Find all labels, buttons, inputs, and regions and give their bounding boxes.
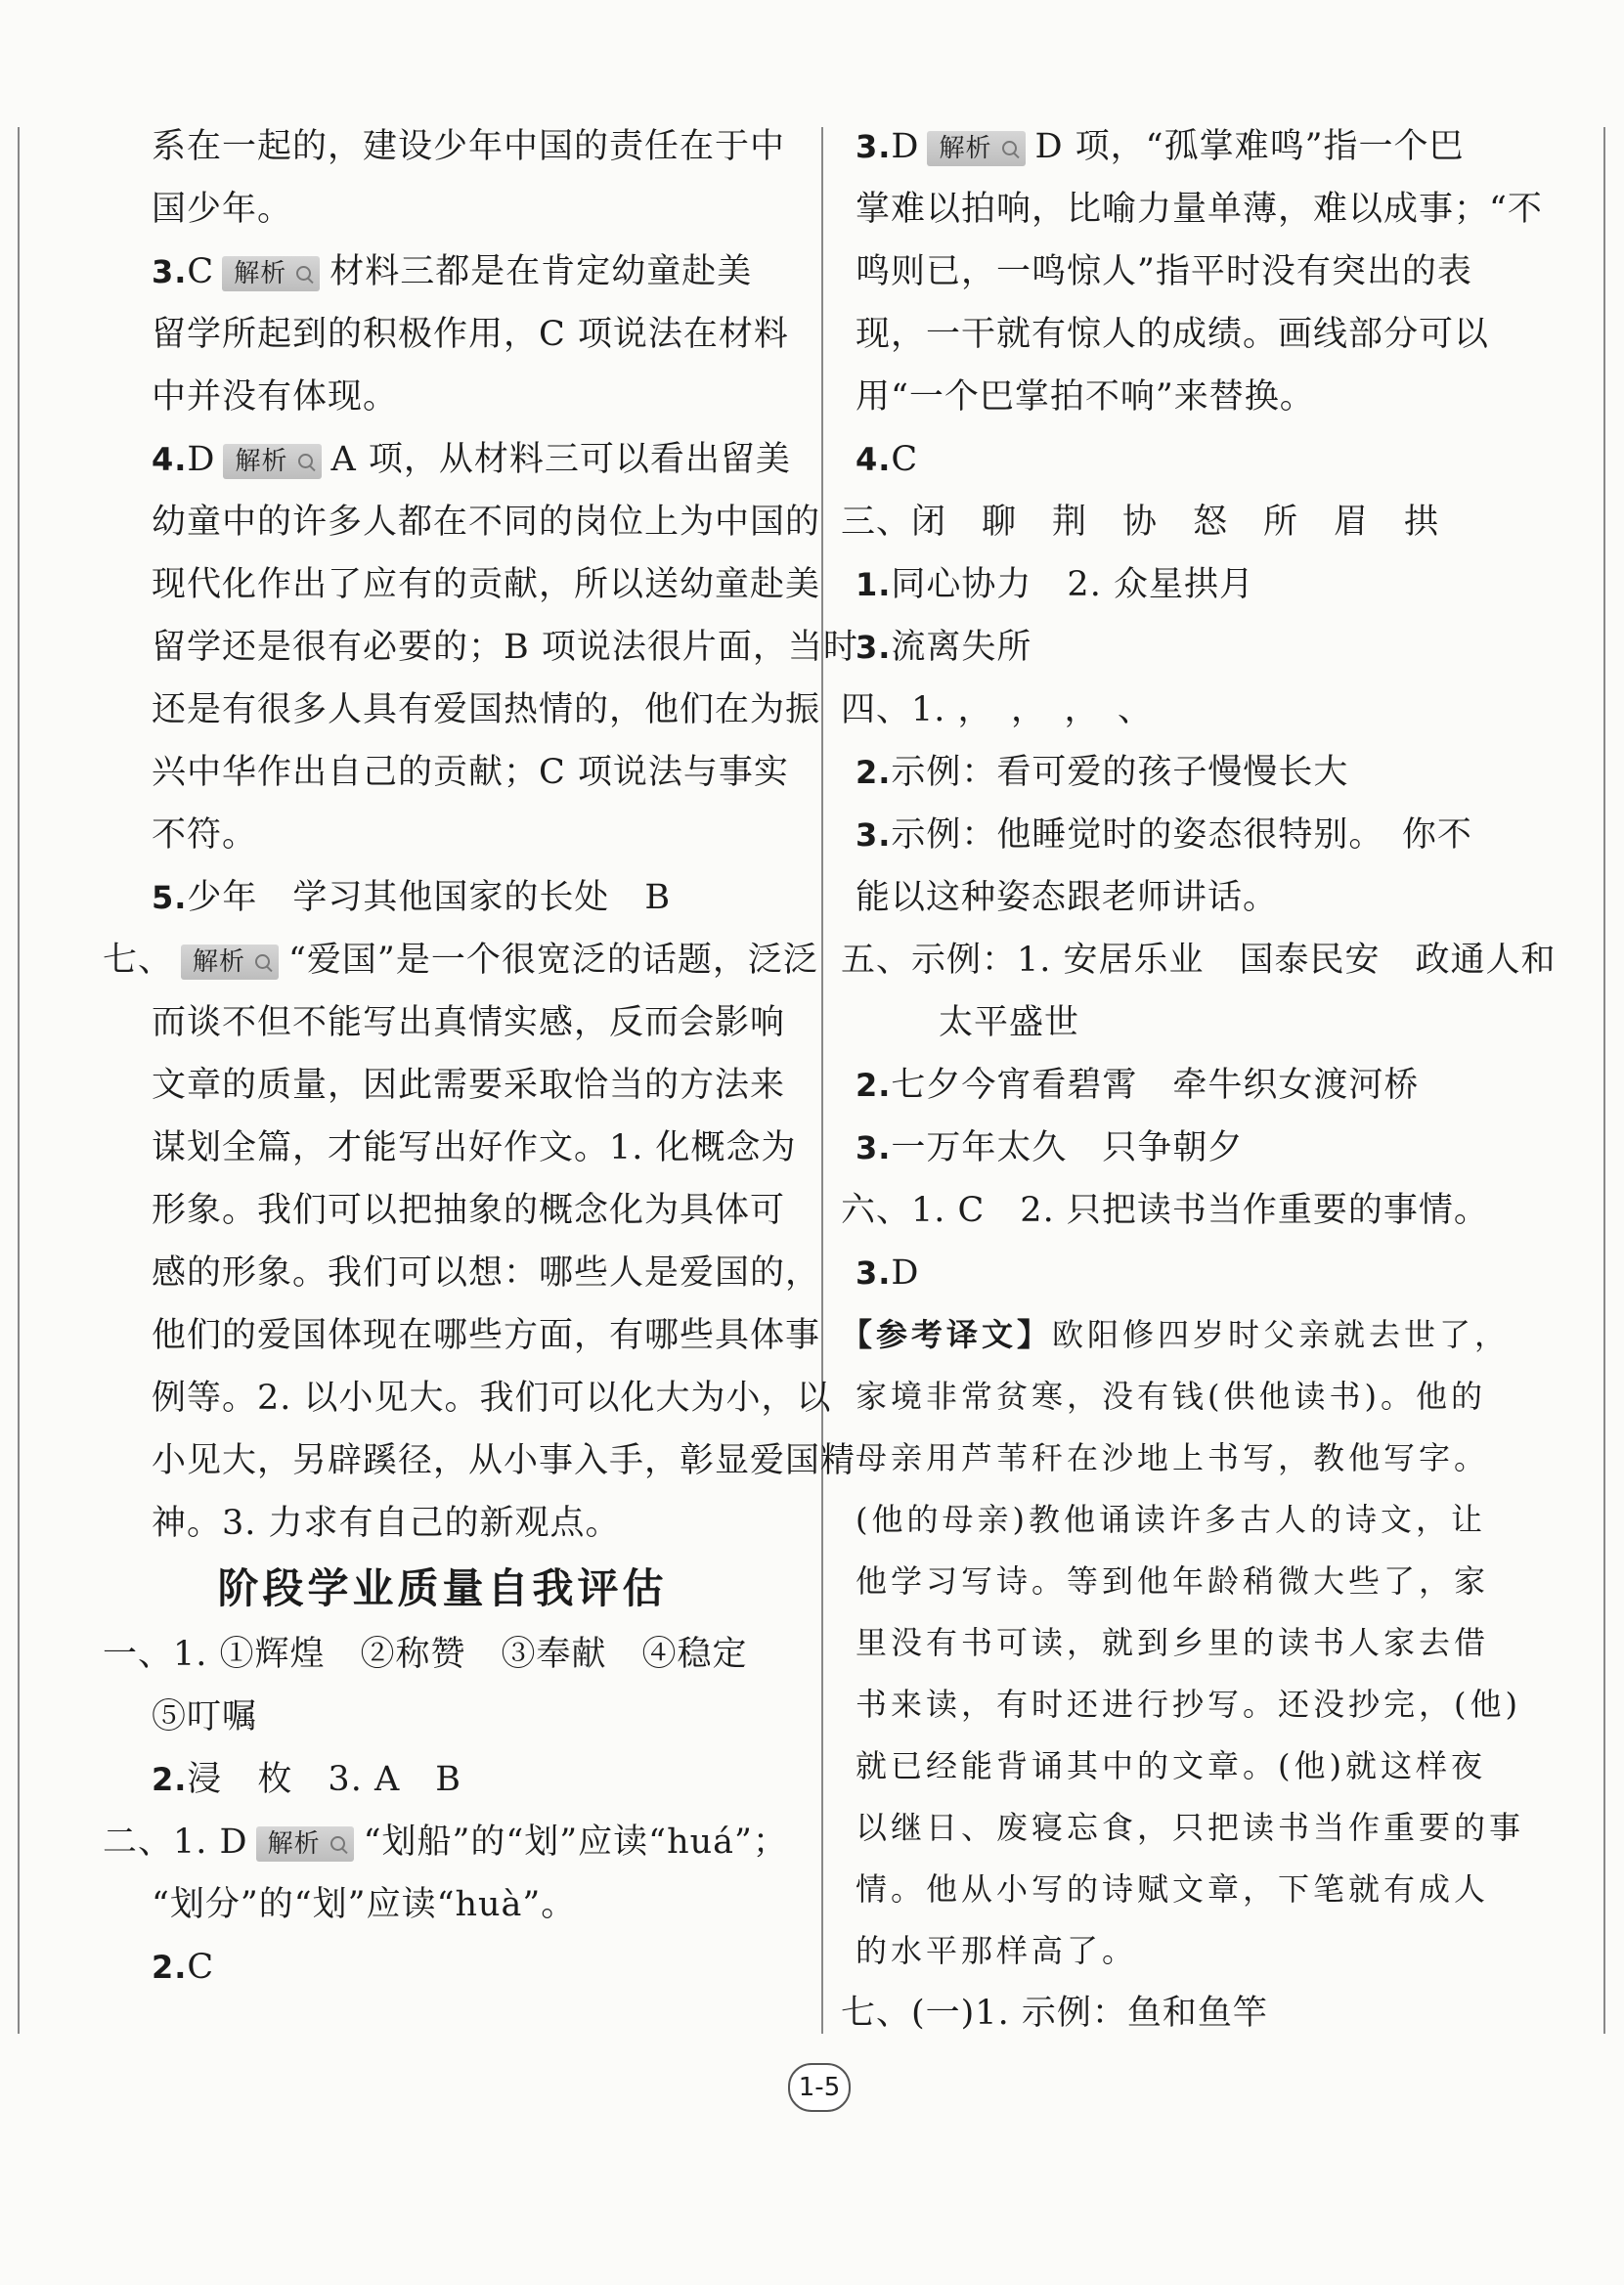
answer-text: 留学还是很有必要的；B 项说法很片面，当时: [152, 628, 858, 667]
answer-text: 兴中华作出自己的贡献；C 项说法与事实: [152, 753, 789, 792]
translation-text: 以继日、废寝忘食，只把读书当作重要的事: [856, 1809, 1525, 1846]
translation-line: [841, 1428, 1584, 1489]
answer-text: 文章的质量，因此需要采取恰当的方法来: [152, 1066, 786, 1105]
translation-text: 家境非常贫寒，没有钱(供他读书)。他的: [856, 1378, 1486, 1415]
answer-line: [88, 741, 797, 804]
translation-line: [841, 1551, 1584, 1612]
answer-text: 一、1. ①辉煌 ②称赞 ③奉献 ④稳定: [103, 1635, 748, 1674]
answer-text: 形象。我们可以把抽象的概念化为具体可: [152, 1191, 786, 1230]
answer-line: [88, 616, 858, 679]
answer-text: “爱国”是一个很宽泛的话题，泛泛: [288, 941, 818, 980]
answer-line: [88, 1623, 797, 1686]
answer-text: 太平盛世: [939, 1003, 1080, 1042]
answer-text: 不符。: [152, 815, 258, 855]
answer-text: C: [187, 1948, 215, 1987]
answer-line: [841, 1179, 1584, 1242]
answer-line: [841, 178, 1584, 241]
answer-line: [841, 1117, 1584, 1179]
item-number: 3.: [856, 128, 892, 165]
answer-text: 而谈不但不能写出真情实感，反而会影响: [152, 1003, 786, 1042]
analysis-tag: 解析: [927, 131, 1025, 166]
answer-text: 小见大，另辟蹊径，从小事入手，彰显爱国精: [152, 1441, 856, 1480]
answer-line: [88, 178, 797, 241]
translation-line: [841, 1366, 1584, 1428]
answer-text: D: [187, 440, 216, 479]
item-number: 3.: [856, 816, 892, 854]
answer-line: [88, 804, 797, 866]
page-number: 1-5: [788, 2063, 851, 2112]
analysis-tag: 解析: [222, 256, 320, 291]
translation-text: 母亲用芦苇秆在沙地上书写，教他写字。: [856, 1439, 1490, 1476]
answer-line: [841, 929, 1584, 991]
answer-line: [88, 679, 821, 741]
answer-line: [88, 1429, 856, 1492]
answer-line: [841, 491, 1584, 553]
item-number: 3.: [856, 1254, 892, 1292]
answer-line: [88, 491, 821, 553]
answer-text: 神。3. 力求有自己的新观点。: [152, 1504, 621, 1543]
answer-line: [88, 1936, 797, 1999]
item-number: 3.: [152, 253, 188, 290]
analysis-tag: 解析: [256, 1826, 354, 1862]
answer-line: [88, 366, 797, 428]
answer-line: [88, 1304, 821, 1367]
item-number: 2.: [856, 1067, 892, 1104]
translation-text: 他学习写诗。等到他年龄稍微大些了，家: [856, 1562, 1490, 1600]
answer-text: 掌难以拍响，比喻力量单薄，难以成事；“不: [856, 190, 1543, 229]
answer-line: [841, 804, 1584, 866]
translation-text: 就已经能背诵其中的文章。(他)就这样夜: [856, 1747, 1486, 1784]
answer-line: [88, 1367, 832, 1429]
answer-text: C: [187, 252, 215, 291]
answer-text: 浸 枚 3. A B: [187, 1760, 461, 1799]
answer-text: 七、: [103, 941, 174, 980]
answer-line: [841, 741, 1584, 804]
translation-line: [841, 1859, 1584, 1920]
answer-text: 他们的爱国体现在哪些方面，有哪些具体事: [152, 1316, 821, 1355]
answer-line: [88, 303, 797, 366]
answer-line: [841, 866, 1584, 929]
item-number: 2.: [152, 1949, 188, 1986]
answer-text: 同心协力 2. 众星拱月: [891, 565, 1254, 604]
answer-text: 示例：看可爱的孩子慢慢长大: [891, 753, 1349, 792]
answer-line: [88, 1686, 797, 1748]
answer-line: [88, 866, 797, 929]
answer-line: [841, 991, 1584, 1054]
translation-text: 里没有书可读，就到乡里的读书人家去借: [856, 1624, 1490, 1661]
left-margin-rule: [18, 127, 20, 2034]
translation-line: [841, 1674, 1584, 1736]
answer-line: [841, 303, 1584, 366]
translation-line: [841, 1489, 1584, 1551]
answer-line: [841, 616, 1584, 679]
answer-text: 六、1. C 2. 只把读书当作重要的事情。: [841, 1191, 1489, 1230]
answer-text: 七、(一)1. 示例：鱼和鱼竿: [841, 1994, 1268, 2033]
item-number: 2.: [152, 1761, 188, 1798]
answer-text: 幼童中的许多人都在不同的岗位上为中国的: [152, 503, 821, 542]
answer-text: 现，一干就有惊人的成绩。画线部分可以: [856, 315, 1490, 354]
answer-line: [841, 1982, 1584, 2044]
answer-text: C: [891, 440, 919, 479]
answer-line: [841, 553, 1584, 616]
answer-text: 材料三都是在肯定幼童赴美: [329, 252, 753, 291]
column-divider: [821, 127, 823, 2034]
answer-line: [841, 1242, 1584, 1304]
answer-text: “划船”的“划”应读“huá”；: [363, 1823, 788, 1862]
answer-text: A 项，从材料三可以看出留美: [330, 440, 791, 479]
left-column: [88, 115, 858, 1999]
answer-line: [88, 1492, 797, 1555]
item-number: 4.: [856, 441, 892, 478]
translation-text: 的水平那样高了。: [856, 1932, 1138, 1969]
answer-line: [88, 553, 821, 616]
answer-text: 例等。2. 以小见大。我们可以化大为小，以: [152, 1379, 832, 1418]
answer-line: [88, 1179, 797, 1242]
translation-line: [841, 1736, 1584, 1797]
answer-text: D 项，“孤掌难鸣”指一个巴: [1034, 127, 1465, 166]
answer-text: 能以这种姿态跟老师讲话。: [856, 878, 1279, 917]
translation-text: 欧阳修四岁时父亲就去世了，: [1052, 1316, 1511, 1353]
analysis-tag: 解析: [181, 945, 279, 980]
answer-text: 二、1. D: [103, 1823, 248, 1862]
translation-text: 情。他从小写的诗赋文章，下笔就有成人: [856, 1870, 1490, 1908]
answer-line: [841, 115, 1584, 178]
item-number: 4.: [152, 441, 188, 478]
translation-text: 书来读，有时还进行抄写。还没抄完，(他): [856, 1686, 1521, 1723]
answer-line: [88, 1748, 797, 1811]
answer-text: D: [891, 127, 920, 166]
analysis-tag: 解析: [223, 444, 321, 479]
answer-text: 国少年。: [152, 190, 293, 229]
right-margin-rule: [1603, 127, 1605, 2034]
answer-text: 五、示例：1. 安居乐业 国泰民安 政通人和: [841, 941, 1557, 980]
answer-text: 流离失所: [891, 628, 1032, 667]
answer-text: 感的形象。我们可以想：哪些人是爱国的，: [152, 1253, 821, 1293]
answer-line: [841, 366, 1584, 428]
translation-text: (他的母亲)教他诵读许多古人的诗文，让: [856, 1501, 1486, 1538]
answer-text: 系在一起的，建设少年中国的责任在于中: [152, 127, 786, 166]
answer-line: [88, 1811, 797, 1873]
answer-line: [841, 428, 1584, 491]
answer-text: 鸣则已，一鸣惊人”指平时没有突出的表: [856, 252, 1472, 291]
answer-text: D: [891, 1253, 920, 1293]
answer-text: 少年 学习其他国家的长处 B: [187, 878, 672, 917]
answer-text: ⑤叮嘱: [152, 1697, 258, 1736]
answer-line: [88, 241, 797, 303]
item-number: 2.: [856, 754, 892, 791]
item-number: 3.: [856, 629, 892, 666]
answer-line: [88, 115, 797, 178]
answer-line: [88, 1242, 821, 1304]
translation-line: [841, 1612, 1584, 1674]
answer-line: [88, 1117, 797, 1179]
item-number: 5.: [152, 879, 188, 916]
translation-line: [841, 1920, 1584, 1982]
item-number: 3.: [856, 1129, 892, 1166]
answer-line: [88, 929, 818, 991]
answer-text: 七夕今宵看碧霄 牵牛织女渡河桥: [891, 1066, 1420, 1105]
answer-line: [841, 1054, 1584, 1117]
answer-text: 用“一个巴掌拍不响”来替换。: [856, 377, 1315, 417]
answer-line: [88, 1873, 797, 1936]
answer-text: 四、1. ， ， ， 、: [841, 690, 1154, 729]
translation-line: [841, 1797, 1584, 1859]
answer-line: [841, 241, 1584, 303]
translation-line: [841, 1304, 1584, 1366]
answer-text: 示例：他睡觉时的姿态很特别。 你不: [891, 815, 1472, 855]
answer-text: 一万年太久 只争朝夕: [891, 1128, 1244, 1167]
item-number: 1.: [856, 566, 892, 603]
answer-text: 三、闭 聊 荆 协 怒 所 眉 拱: [841, 503, 1440, 542]
answer-line: [88, 428, 797, 491]
translation-label: 【参考译文】: [841, 1316, 1053, 1353]
answer-text: 现代化作出了应有的贡献，所以送幼童赴美: [152, 565, 821, 604]
answer-text: 中并没有体现。: [152, 377, 399, 417]
answer-line: [88, 991, 797, 1054]
answer-text: 还是有很多人具有爱国热情的，他们在为振: [152, 690, 821, 729]
answer-line: [88, 1054, 797, 1117]
answer-text: 留学所起到的积极作用，C 项说法在材料: [152, 315, 789, 354]
right-column: [841, 115, 1584, 2044]
answer-text: “划分”的“划”应读“huà”。: [152, 1885, 577, 1924]
answer-text: 谋划全篇，才能写出好作文。1. 化概念为: [152, 1128, 797, 1167]
section-title: 阶段学业质量自我评估: [217, 1564, 668, 1612]
answer-line: [841, 679, 1584, 741]
